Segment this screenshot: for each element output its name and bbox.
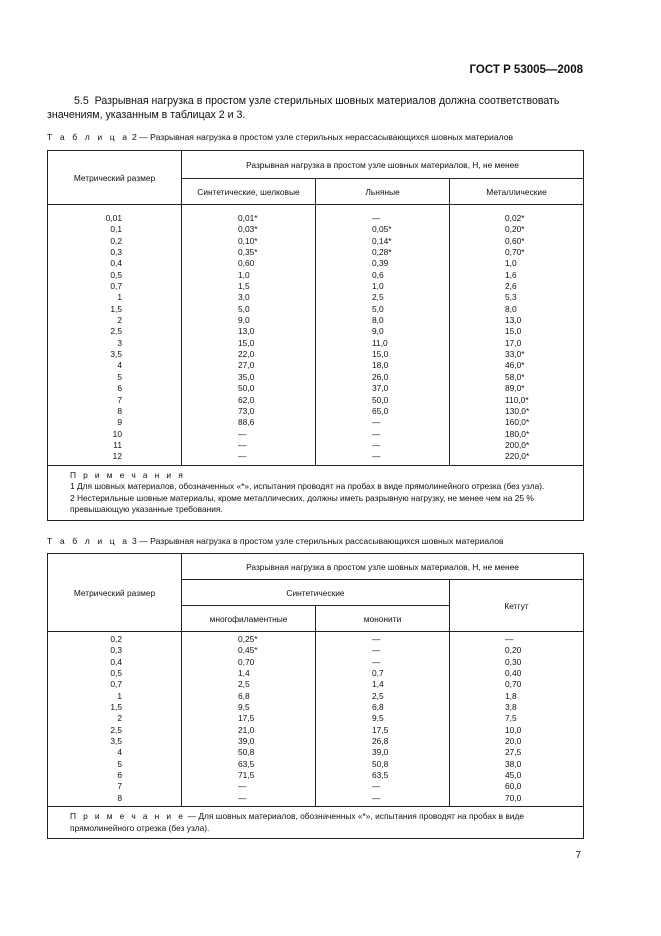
table3-size-cell: 0,7 bbox=[110, 679, 122, 690]
table3-catgut-cell: — bbox=[505, 634, 514, 644]
table3-catgut-cell: 0,70 bbox=[505, 679, 522, 690]
table2-linen-cell: — bbox=[372, 417, 381, 428]
table3-size-cell: 3,5 bbox=[110, 736, 122, 747]
table2-metal-cell: 89,0* bbox=[505, 383, 525, 394]
table3-multi-cell: 21,0 bbox=[238, 724, 255, 735]
table2-synthetic-cell: 62,0 bbox=[238, 394, 255, 405]
table3-mono-cell: 63,5 bbox=[372, 770, 389, 781]
table2-col-metal: Металлические bbox=[450, 179, 584, 205]
table2-synthetic-cell: — bbox=[238, 439, 247, 450]
table2-metal-cell: 17,0 bbox=[505, 337, 522, 348]
table2-synthetic-cell: 0,03* bbox=[238, 224, 258, 235]
table2-metal-cell: 0,20* bbox=[505, 224, 525, 235]
table3-multi-cell: 6,8 bbox=[238, 690, 250, 701]
table3-size-cell: 2,5 bbox=[110, 724, 122, 735]
table2-linen-cell: 26,0 bbox=[372, 371, 389, 382]
table2-size-cell: 4 bbox=[117, 360, 122, 371]
table3-mono-values bbox=[316, 632, 450, 807]
table2-synthetic-cell: 9,0 bbox=[238, 315, 250, 326]
table2-linen-cell: 0,14* bbox=[372, 235, 392, 246]
table3-size-cell: 1,5 bbox=[110, 702, 122, 713]
table3-mono-cell: 9,5 bbox=[372, 713, 384, 724]
table2-metal-cell: 0,70* bbox=[505, 247, 525, 258]
table2-synthetic-cell: 22,0 bbox=[238, 349, 255, 360]
table2-metal-cell: 110,0* bbox=[505, 394, 529, 405]
table2-size-cell: 0,4 bbox=[110, 258, 122, 269]
table2-linen-cell: — bbox=[372, 451, 381, 462]
table3-multi-cell: 39,0 bbox=[238, 736, 255, 747]
table3-multi-cell: — bbox=[238, 792, 247, 803]
table2-synthetic-cell: 0,01* bbox=[238, 213, 258, 223]
table2-synthetic-cell: 1,5 bbox=[238, 281, 250, 292]
table2-synthetic-cell: 73,0 bbox=[238, 405, 255, 416]
table2-metal-cell: 160,0* bbox=[505, 417, 530, 428]
table2-size-cell: 0,1 bbox=[110, 224, 122, 235]
table2-size-cell: 0,5 bbox=[110, 269, 122, 280]
table3-multi-cell: 9,5 bbox=[238, 702, 250, 713]
table2-linen-cell: 8,0 bbox=[372, 315, 384, 326]
table3-multi-cell: 17,5 bbox=[238, 713, 255, 724]
table3-mono-cell: — bbox=[372, 656, 381, 667]
table3-catgut-cell: 70,0 bbox=[505, 792, 522, 803]
table2-linen-cell: — bbox=[372, 213, 381, 223]
table3-mono-cell: — bbox=[372, 781, 381, 792]
table3-multi-cell: 63,5 bbox=[238, 758, 255, 769]
table2-linen-cell: 2,5 bbox=[372, 292, 384, 303]
table3-size-cell: 5 bbox=[117, 758, 122, 769]
table2-synthetic-cell: 0,60 bbox=[238, 258, 255, 269]
table2-sizes bbox=[48, 205, 182, 466]
table2-size-cell: 10 bbox=[112, 428, 122, 439]
table2-linen-cell: 1,0 bbox=[372, 281, 384, 292]
table3-mono-cell: 2,5 bbox=[372, 690, 384, 701]
table3-catgut-cell: 0,20 bbox=[505, 645, 522, 656]
table3-sizes bbox=[48, 632, 182, 807]
table2-metal-cell: 220,0* bbox=[505, 451, 530, 462]
table3-mono-cell: 26,8 bbox=[372, 736, 389, 747]
table2-synthetic-cell: 13,0 bbox=[238, 326, 255, 337]
table2-linen-cell: 5,0 bbox=[372, 303, 384, 314]
intro-paragraph bbox=[47, 94, 585, 122]
table3-head-size: Метрический размер bbox=[48, 554, 182, 632]
table3-size-cell: 2 bbox=[117, 713, 122, 724]
table3-size-cell: 6 bbox=[117, 770, 122, 781]
table2-synthetic-cell: 5,0 bbox=[238, 303, 250, 314]
table2-synthetic-cell: — bbox=[238, 428, 247, 439]
table2-linen-cell: 37,0 bbox=[372, 383, 389, 394]
table3-note: П р и м е ч а н и е — Для шовных материалов, обозначенных «*», испытания проводят на пробах в виде прямолинейного отрезка (без узла). bbox=[48, 807, 584, 839]
table2-linen-cell: 0,6 bbox=[372, 269, 384, 280]
table3-catgut-cell: 27,5 bbox=[505, 747, 522, 758]
table2-size-cell: 0,2 bbox=[110, 235, 122, 246]
table3-mono-cell: — bbox=[372, 634, 381, 644]
table2-notes: П р и м е ч а н и я 1 Для шовных материалов, обозначенных «*», испытания проводят на пробах в виде прямолинейного отрезка (без узла). 2 Нестерильные шовные материалы, кроме металлических, должны иметь разрывную нагрузку, не менее чем на 25 % превышающую указанные требования. bbox=[48, 465, 584, 520]
table2-synthetic-values bbox=[182, 205, 316, 466]
table2-size-cell: 1,5 bbox=[110, 303, 122, 314]
table3-caption: Т а б л и ц а 3 — Разрывная нагрузка в простом узле стерильных рассасывающихся шовных материалов bbox=[47, 536, 504, 546]
table3-multi-values bbox=[182, 632, 316, 807]
table3-size-cell: 0,4 bbox=[110, 656, 122, 667]
table2-linen-cell: 65,0 bbox=[372, 405, 389, 416]
table3-multi-cell: 50,8 bbox=[238, 747, 255, 758]
table2-size-cell: 0,01 bbox=[105, 213, 122, 223]
table2-size-cell: 1 bbox=[117, 292, 122, 303]
table2-metal-cell: 0,02* bbox=[505, 213, 525, 223]
table2-synthetic-cell: 50,0 bbox=[238, 383, 255, 394]
table3-multi-cell: 2,5 bbox=[238, 679, 250, 690]
table2-metal-cell: 33,0* bbox=[505, 349, 525, 360]
table2-metal-cell: 58,0* bbox=[505, 371, 525, 382]
table2-linen-cell: 18,0 bbox=[372, 360, 389, 371]
table3-mono-cell: 39,0 bbox=[372, 747, 389, 758]
table2-size-cell: 2,5 bbox=[110, 326, 122, 337]
table2-synthetic-cell: — bbox=[238, 451, 247, 462]
table3-catgut-values bbox=[450, 632, 584, 807]
table2-synthetic-cell: 88,6 bbox=[238, 417, 255, 428]
table3-mono-cell: — bbox=[372, 645, 381, 656]
table3-multi-cell: 0,70 bbox=[238, 656, 255, 667]
table3-multi-cell: 0,45* bbox=[238, 645, 258, 656]
table2-metal-cell: 130,0* bbox=[505, 405, 530, 416]
table2-metal-cell: 200,0* bbox=[505, 439, 530, 450]
table2-linen-cell: 0,39 bbox=[372, 258, 389, 269]
table2-linen-cell: 9,0 bbox=[372, 326, 384, 337]
table2-linen-cell: 0,05* bbox=[372, 224, 392, 235]
table2-synthetic-cell: 35,0 bbox=[238, 371, 255, 382]
table3-mono-cell: 1,4 bbox=[372, 679, 384, 690]
clause-number: 5.5 bbox=[74, 95, 89, 107]
table2-size-cell: 12 bbox=[112, 451, 122, 462]
table2-size-cell: 0,3 bbox=[110, 247, 122, 258]
table3-catgut-cell: 60,0 bbox=[505, 781, 522, 792]
table2-size-cell: 6 bbox=[117, 383, 122, 394]
table3-mono-cell: 50,8 bbox=[372, 758, 389, 769]
table2-synthetic-cell: 3,0 bbox=[238, 292, 250, 303]
table2-synthetic-cell: 1,0 bbox=[238, 269, 250, 280]
table2-col-synthetic: Синтетические, шелковые bbox=[182, 179, 316, 205]
table2-metal-cell: 180,0* bbox=[505, 428, 530, 439]
table3-size-cell: 7 bbox=[117, 781, 122, 792]
table2-size-cell: 11 bbox=[113, 439, 122, 450]
table2-size-cell: 3,5 bbox=[110, 349, 122, 360]
table3-mono-cell: 17,5 bbox=[372, 724, 389, 735]
table2-size-cell: 5 bbox=[117, 371, 122, 382]
table2-caption: Т а б л и ц а 2 — Разрывная нагрузка в простом узле стерильных нерассасывающихся шовных материалов bbox=[47, 132, 514, 142]
table3-size-cell: 8 bbox=[117, 792, 122, 803]
table2-col-linen: Льняные bbox=[316, 179, 450, 205]
table2-metal-cell: 8,0 bbox=[505, 303, 517, 314]
table3-col-catgut: Кетгут bbox=[450, 580, 584, 632]
table3-catgut-cell: 1,8 bbox=[505, 690, 517, 701]
table2-synthetic-cell: 0,10* bbox=[238, 235, 258, 246]
table2-metal-values bbox=[450, 205, 584, 466]
table2-metal-cell: 46,0* bbox=[505, 360, 525, 371]
table2-linen-cell: 50,0 bbox=[372, 394, 389, 405]
table2-size-cell: 0,7 bbox=[110, 281, 122, 292]
table3-mono-cell: 6,8 bbox=[372, 702, 384, 713]
table3-size-cell: 1 bbox=[117, 690, 122, 701]
table3-size-cell: 0,2 bbox=[110, 634, 122, 644]
table2-linen-cell: — bbox=[372, 428, 381, 439]
table2-metal-cell: 5,3 bbox=[505, 292, 517, 303]
document-code: ГОСТ Р 53005—2008 bbox=[469, 64, 583, 76]
table2-metal-cell: 0,60* bbox=[505, 235, 525, 246]
table2-metal-cell: 2,6 bbox=[505, 281, 517, 292]
table2-linen-cell: 0,28* bbox=[372, 247, 392, 258]
table3-catgut-cell: 10,0 bbox=[505, 724, 522, 735]
table3 bbox=[47, 553, 584, 839]
table3-mono-cell: 0,7 bbox=[372, 668, 384, 679]
table2-synthetic-cell: 27,0 bbox=[238, 360, 255, 371]
table3-multi-cell: 71,5 bbox=[238, 770, 255, 781]
table3-col-multifilament: многофиламентные bbox=[182, 606, 316, 632]
table3-multi-cell: 0,25* bbox=[238, 634, 258, 644]
table2-metal-cell: 15,0 bbox=[505, 326, 522, 337]
table2-size-cell: 9 bbox=[117, 417, 122, 428]
table3-multi-cell: 1,4 bbox=[238, 668, 250, 679]
table3-mono-cell: — bbox=[372, 792, 381, 803]
page-number: 7 bbox=[575, 850, 581, 861]
table2-note2: 2 Нестерильные шовные материалы, кроме металлических, должны иметь разрывную нагрузку, не менее чем на 25 % превышающую указанные требования. bbox=[70, 492, 534, 515]
table3-size-cell: 0,5 bbox=[110, 668, 122, 679]
table3-size-cell: 0,3 bbox=[110, 645, 122, 656]
table2-metal-cell: 1,6 bbox=[505, 269, 517, 280]
table3-catgut-cell: 45,0 bbox=[505, 770, 522, 781]
table3-multi-cell: — bbox=[238, 781, 247, 792]
table2-size-cell: 8 bbox=[117, 405, 122, 416]
table3-catgut-cell: 7,5 bbox=[505, 713, 517, 724]
table2-linen-cell: 15,0 bbox=[372, 349, 389, 360]
table3-catgut-cell: 3,8 bbox=[505, 702, 517, 713]
table2-size-cell: 2 bbox=[117, 315, 122, 326]
table2-synthetic-cell: 0,35* bbox=[238, 247, 258, 258]
table2-metal-cell: 13,0 bbox=[505, 315, 522, 326]
table2 bbox=[47, 150, 584, 521]
table3-head-synthetic: Синтетические bbox=[182, 580, 450, 606]
table2-linen-cell: — bbox=[372, 439, 381, 450]
table3-col-monofilament: мононити bbox=[316, 606, 450, 632]
table2-linen-values bbox=[316, 205, 450, 466]
table2-head-load: Разрывная нагрузка в простом узле шовных материалов, Н, не менее bbox=[182, 151, 584, 179]
table2-linen-cell: 11,0 bbox=[372, 337, 388, 348]
table3-head-load: Разрывная нагрузка в простом узле шовных материалов, Н, не менее bbox=[182, 554, 584, 580]
clause-text: Разрывная нагрузка в простом узле стерильных шовных материалов должна соответствовать значениям, указанным в таблицах 2 и 3. bbox=[47, 95, 560, 121]
table3-catgut-cell: 0,30 bbox=[505, 656, 522, 667]
table2-size-cell: 7 bbox=[117, 394, 122, 405]
table3-catgut-cell: 20,0 bbox=[505, 736, 522, 747]
table3-size-cell: 4 bbox=[117, 747, 122, 758]
table2-note1: 1 Для шовных материалов, обозначенных «*», испытания проводят на пробах в виде прямолинейного отрезка (без узла). bbox=[70, 481, 545, 492]
table2-head-size: Метрический размер bbox=[48, 151, 182, 205]
table3-catgut-cell: 38,0 bbox=[505, 758, 522, 769]
table2-metal-cell: 1,0 bbox=[505, 258, 517, 269]
table3-catgut-cell: 0,40 bbox=[505, 668, 522, 679]
table2-synthetic-cell: 15,0 bbox=[238, 337, 255, 348]
table2-size-cell: 3 bbox=[117, 337, 122, 348]
